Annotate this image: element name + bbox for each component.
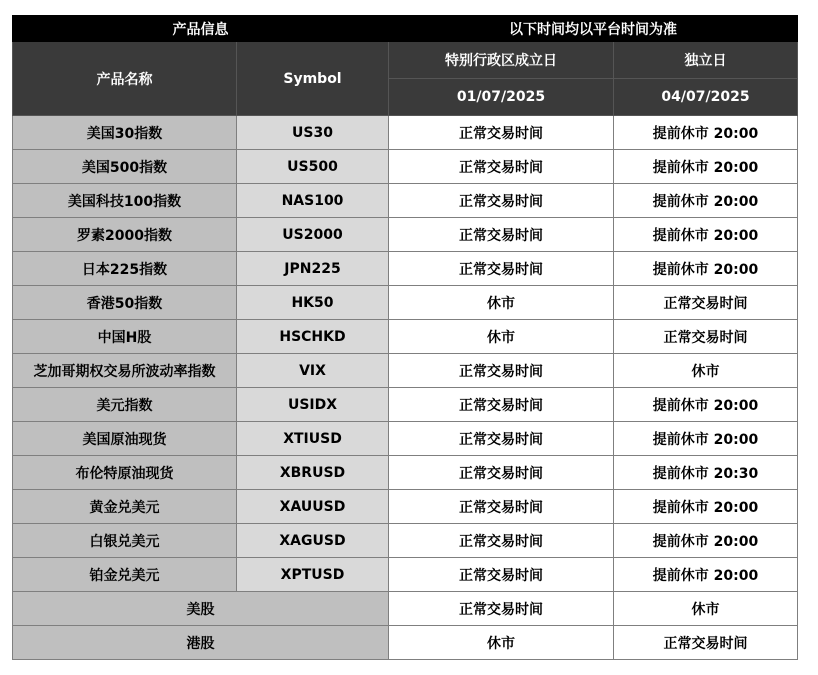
holiday2-date: 04/07/2025: [614, 79, 798, 116]
symbol: XTIUSD: [237, 422, 389, 456]
product-name: 美国科技100指数: [13, 184, 237, 218]
holiday1-status: 正常交易时间: [389, 456, 614, 490]
holiday1-status: 正常交易时间: [389, 490, 614, 524]
table-row: [13, 490, 798, 524]
product-name: 美国500指数: [13, 150, 237, 184]
holiday2-status: 提前休市 20:00: [614, 422, 798, 456]
holiday1-status: 正常交易时间: [389, 524, 614, 558]
product-name: 黄金兑美元: [13, 490, 237, 524]
holiday2-status: 提前休市 20:00: [614, 252, 798, 286]
product-name: 罗素2000指数: [13, 218, 237, 252]
symbol: JPN225: [237, 252, 389, 286]
table-row: [13, 150, 798, 184]
holiday1-status: 正常交易时间: [389, 150, 614, 184]
holiday1-status: 休市: [389, 626, 614, 660]
product-name: 中国H股: [13, 320, 237, 354]
product-name: 美国原油现货: [13, 422, 237, 456]
product-name: 香港50指数: [13, 286, 237, 320]
holiday2-status: 正常交易时间: [614, 286, 798, 320]
holiday1-status: 正常交易时间: [389, 354, 614, 388]
product-name: 布伦特原油现货: [13, 456, 237, 490]
holiday2-status: 提前休市 20:00: [614, 218, 798, 252]
time-note-header: 以下时间均以平台时间为准: [389, 16, 798, 42]
product-info-header: 产品信息: [13, 16, 389, 42]
table-row: [13, 524, 798, 558]
table-row: [13, 626, 798, 660]
table-row: [13, 592, 798, 626]
holiday2-status: 提前休市 20:00: [614, 184, 798, 218]
symbol: HSCHKD: [237, 320, 389, 354]
table-row: [13, 456, 798, 490]
symbol: NAS100: [237, 184, 389, 218]
symbol: HK50: [237, 286, 389, 320]
holiday2-status: 提前休市 20:00: [614, 116, 798, 150]
holiday1-status: 正常交易时间: [389, 218, 614, 252]
holiday2-status: 提前休市 20:00: [614, 524, 798, 558]
holiday1-status: 正常交易时间: [389, 116, 614, 150]
table-row: [13, 116, 798, 150]
holiday1-name: 特别行政区成立日: [389, 42, 614, 79]
holiday2-status: 提前休市 20:00: [614, 490, 798, 524]
symbol: USIDX: [237, 388, 389, 422]
holiday1-date: 01/07/2025: [389, 79, 614, 116]
table-row: [13, 252, 798, 286]
holiday2-status: 提前休市 20:00: [614, 558, 798, 592]
holiday1-status: 正常交易时间: [389, 592, 614, 626]
product-name: 白银兑美元: [13, 524, 237, 558]
product-name-header: 产品名称: [13, 42, 237, 116]
trading-schedule-table: [12, 15, 798, 660]
holiday2-status: 正常交易时间: [614, 320, 798, 354]
product-name: 港股: [13, 626, 389, 660]
symbol-header: Symbol: [237, 42, 389, 116]
holiday1-status: 正常交易时间: [389, 558, 614, 592]
holiday1-status: 休市: [389, 286, 614, 320]
holiday2-status: 正常交易时间: [614, 626, 798, 660]
symbol: XAUUSD: [237, 490, 389, 524]
table-row: [13, 320, 798, 354]
table-row: [13, 184, 798, 218]
symbol: XBRUSD: [237, 456, 389, 490]
symbol: US500: [237, 150, 389, 184]
holiday1-status: 正常交易时间: [389, 422, 614, 456]
symbol: US2000: [237, 218, 389, 252]
table-row: [13, 218, 798, 252]
holiday1-status: 正常交易时间: [389, 252, 614, 286]
table-row: [13, 558, 798, 592]
product-name: 美国30指数: [13, 116, 237, 150]
holiday2-name: 独立日: [614, 42, 798, 79]
holiday2-status: 休市: [614, 592, 798, 626]
product-name: 美股: [13, 592, 389, 626]
symbol: XAGUSD: [237, 524, 389, 558]
holiday2-status: 休市: [614, 354, 798, 388]
holiday2-status: 提前休市 20:00: [614, 388, 798, 422]
symbol: US30: [237, 116, 389, 150]
table-row: [13, 286, 798, 320]
holiday2-status: 提前休市 20:30: [614, 456, 798, 490]
table-row: [13, 388, 798, 422]
symbol: XPTUSD: [237, 558, 389, 592]
table-row: [13, 422, 798, 456]
holiday1-status: 休市: [389, 320, 614, 354]
symbol: VIX: [237, 354, 389, 388]
table-row: [13, 354, 798, 388]
product-name: 美元指数: [13, 388, 237, 422]
holiday1-status: 正常交易时间: [389, 388, 614, 422]
product-name: 芝加哥期权交易所波动率指数: [13, 354, 237, 388]
product-name: 日本225指数: [13, 252, 237, 286]
holiday2-status: 提前休市 20:00: [614, 150, 798, 184]
holiday1-status: 正常交易时间: [389, 184, 614, 218]
product-name: 铂金兑美元: [13, 558, 237, 592]
